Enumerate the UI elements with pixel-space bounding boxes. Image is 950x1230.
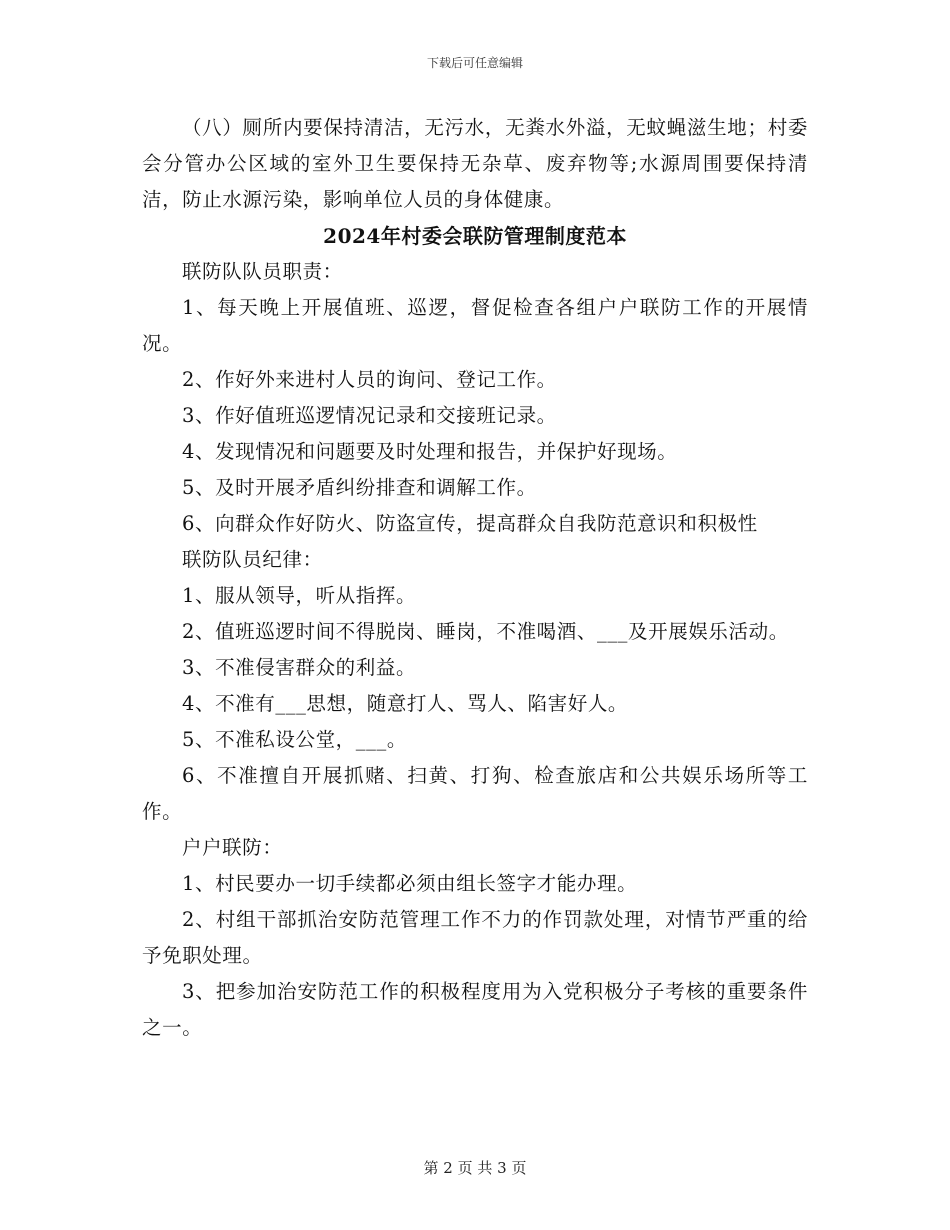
discipline-item-4: 4、不准有___思想，随意打人、骂人、陷害好人。	[181, 692, 629, 715]
duty-item-1: 1、每天晚上开展值班、巡逻，督促检查各组户户联防工作的开展情况。	[142, 296, 808, 355]
discipline-item-6: 6、不准擅自开展抓赌、扫黄、打狗、检查旅店和公共娱乐场所等工作。	[142, 764, 808, 823]
discipline-item-2: 2、值班巡逻时间不得脱岗、睡岗，不准喝酒、___及开展娱乐活动。	[181, 620, 789, 643]
discipline-item-5: 5、不准私设公堂，___。	[181, 728, 407, 751]
duty-item-4: 4、发现情况和问题要及时处理和报告，并保护好现场。	[181, 440, 678, 463]
intro-paragraph: （八）厕所内要保持清洁，无污水，无粪水外溢，无蚊蝇滋生地；村委会分管办公区域的室外卫生要保持无杂草、废弃物等;水源周围要保持清洁，防止水源污染，影响单位人员的身体健康。	[142, 116, 808, 211]
household-heading: 户户联防：	[181, 836, 283, 859]
duty-item-5: 5、及时开展矛盾纠纷排查和调解工作。	[181, 476, 537, 499]
duty-item-6: 6、向群众作好防火、防盗宣传，提高群众自我防范意识和积极性	[181, 512, 758, 535]
duty-item-3: 3、作好值班巡逻情况记录和交接班记录。	[181, 404, 557, 427]
discipline-item-1: 1、服从领导，听从指挥。	[181, 584, 417, 607]
household-item-1: 1、村民要办一切手续都必须由组长签字才能办理。	[181, 872, 638, 895]
duties-heading: 联防队队员职责：	[181, 260, 343, 283]
household-item-2: 2、村组干部抓治安防范管理工作不力的作罚款处理，对情节严重的给予免职处理。	[142, 908, 808, 967]
page-header-note: 下载后可任意编辑	[426, 56, 523, 70]
household-item-3: 3、把参加治安防范工作的积极程度用为入党积极分子考核的重要条件之一。	[142, 980, 808, 1039]
discipline-heading: 联防队员纪律：	[181, 548, 323, 571]
document-body	[142, 110, 808, 1046]
discipline-item-3: 3、不准侵害群众的利益。	[181, 656, 417, 679]
duty-item-2: 2、作好外来进村人员的询问、登记工作。	[181, 368, 557, 391]
document-title: 2024年村委会联防管理制度范本	[323, 224, 627, 248]
page-footer-pagination: 第 2 页 共 3 页	[423, 1159, 527, 1177]
